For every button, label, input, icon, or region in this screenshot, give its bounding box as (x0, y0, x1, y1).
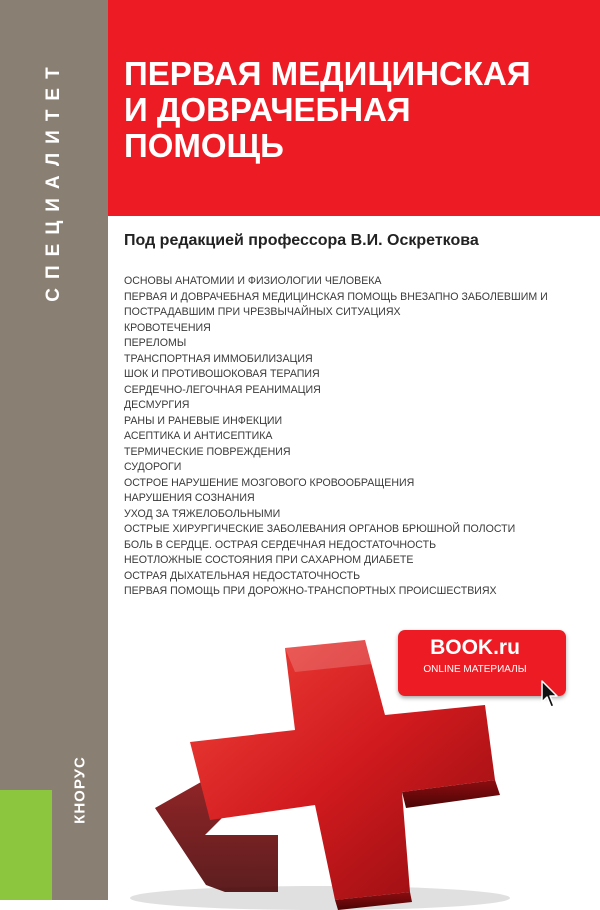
title-line: ПЕРВАЯ МЕДИЦИНСКАЯ (124, 55, 531, 92)
contents-item: ПЕРВАЯ ПОМОЩЬ ПРИ ДОРОЖНО-ТРАНСПОРТНЫХ ПРОИСШЕСТВИЯХ (124, 585, 497, 597)
book-title (124, 56, 531, 164)
contents-item: ТЕРМИЧЕСКИЕ ПОВРЕЖДЕНИЯ (124, 445, 291, 458)
badge-name: BOOK.ru (430, 636, 520, 659)
title-banner (108, 0, 600, 216)
spine-green-block (0, 790, 52, 900)
contents-item: РАНЫ И РАНЕВЫЕ ИНФЕКЦИИ (124, 414, 283, 427)
contents-item: НЕОТЛОЖНЫЕ СОСТОЯНИЯ ПРИ САХАРНОМ ДИАБЕТЕ (124, 554, 414, 566)
badge-subtitle: ONLINE МАТЕРИАЛЫ (423, 664, 527, 675)
contents-item: УХОД ЗА ТЯЖЕЛОБОЛЬНЫМИ (124, 507, 281, 520)
contents-item: ОСНОВЫ АНАТОМИИ И ФИЗИОЛОГИИ ЧЕЛОВЕКА (124, 275, 382, 287)
contents-item: ДЕСМУРГИЯ (124, 399, 190, 411)
contents-item: ПЕРВАЯ И ДОВРАЧЕБНАЯ МЕДИЦИНСКАЯ ПОМОЩЬ ВНЕЗАПНО ЗАБОЛЕВШИМ И ПОСТРАДАВШИМ ПРИ ЧРЕЗВЫЧАЙНЫХ СИТУАЦИЯХ (124, 290, 548, 318)
contents-item: СУДОРОГИ (124, 461, 182, 473)
contents-list (124, 274, 594, 600)
contents-item: ОСТРОЕ НАРУШЕНИЕ МОЗГОВОГО КРОВООБРАЩЕНИЯ (124, 476, 415, 489)
publisher-label: КНОРУС (71, 756, 89, 824)
series-label: СПЕЦИАЛИТЕТ (43, 58, 64, 302)
contents-item: БОЛЬ В СЕРДЦЕ. ОСТРАЯ СЕРДЕЧНАЯ НЕДОСТАТОЧНОСТЬ (124, 538, 437, 551)
contents-item: СЕРДЕЧНО-ЛЕГОЧНАЯ РЕАНИМАЦИЯ (124, 383, 321, 396)
contents-item: ОСТРЫЕ ХИРУРГИЧЕСКИЕ ЗАБОЛЕВАНИЯ ОРГАНОВ БРЮШНОЙ ПОЛОСТИ (124, 523, 516, 535)
title-line: ПОМОЩЬ (124, 127, 284, 164)
cursor-arrow-icon (541, 680, 561, 710)
contents-item: НАРУШЕНИЯ СОЗНАНИЯ (124, 492, 255, 504)
editor-credit: Под редакцией профессора В.И. Оскреткова (124, 232, 479, 249)
contents-item: ТРАНСПОРТНАЯ ИММОБИЛИЗАЦИЯ (124, 352, 313, 365)
title-line: И ДОВРАЧЕБНАЯ (124, 91, 411, 128)
contents-item: ОСТРАЯ ДЫХАТЕЛЬНАЯ НЕДОСТАТОЧНОСТЬ (124, 569, 361, 582)
contents-item: ПЕРЕЛОМЫ (124, 337, 187, 349)
contents-item: АСЕПТИКА И АНТИСЕПТИКА (124, 430, 273, 442)
contents-item: ШОК И ПРОТИВОШОКОВАЯ ТЕРАПИЯ (124, 368, 320, 380)
contents-item: КРОВОТЕЧЕНИЯ (124, 321, 211, 334)
